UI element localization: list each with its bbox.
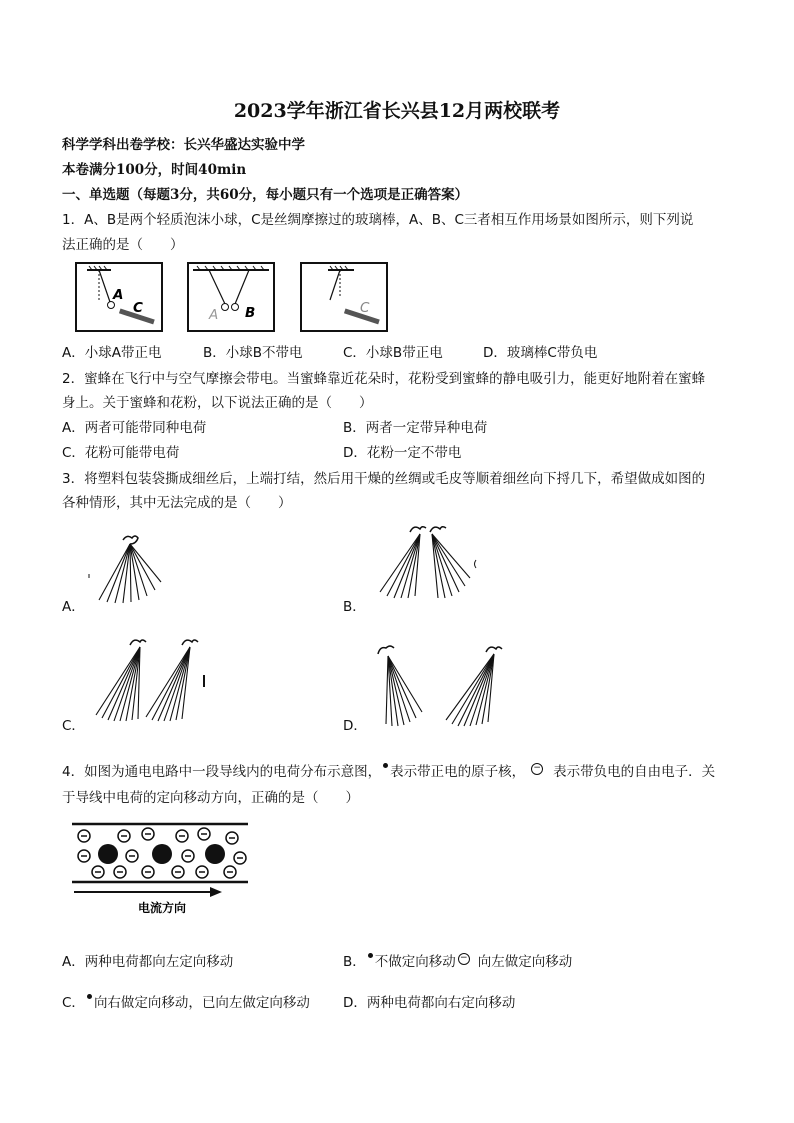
- q1-fig3-label-c: C: [360, 300, 370, 316]
- electron-icon: −: [458, 953, 470, 965]
- section-heading: 一、单选题（每题3分，共60分，每小题只有一个选项是正确答案）: [62, 187, 469, 203]
- q4-stem-line2: 于导线中电荷的定向移动方向，正确的是（ ）: [62, 790, 359, 806]
- q3-option-b[interactable]: B．: [343, 599, 366, 615]
- q4-option-c[interactable]: [62, 991, 310, 1011]
- q2-option-b[interactable]: B．两者一定带异种电荷: [343, 420, 488, 436]
- q1-figure-1: [75, 262, 163, 332]
- q1-option-d[interactable]: D．玻璃棒C带负电: [483, 345, 598, 361]
- page-title: 2023学年浙江省长兴县12月两校联考: [233, 100, 561, 122]
- q3-stem-line1: 3．将塑料包装袋撕成细丝后，上端打结，然后用干燥的丝绸或毛皮等顺着细丝向下捋几下，希望做成如图的: [62, 471, 706, 487]
- q4-stem-part3: 表示带负电的自由电子．关: [553, 764, 716, 780]
- q1-fig2-label-a: A: [209, 307, 219, 323]
- q3-option-a[interactable]: A．: [62, 599, 85, 615]
- score-line: 本卷满分100分，时间40min: [62, 162, 247, 178]
- q3-figure-b: [370, 520, 480, 600]
- q4-option-c-part1: 向右做定向移动，: [93, 995, 202, 1011]
- q4-option-b-part1: 不做定向移动: [374, 954, 456, 970]
- q1-figure-2: [187, 262, 275, 332]
- school-line: 科学学科出卷学校：长兴华盛达实验中学: [62, 137, 305, 153]
- q3-figure-a: [85, 530, 185, 605]
- q1-fig1-label-a: A: [113, 287, 124, 303]
- q3-figure-d: [372, 640, 512, 730]
- q4-option-b-part2: 向左做定向移动: [477, 954, 573, 970]
- q1-stem-line1: 1．A、B是两个轻质泡沫小球，C是丝绸摩擦过的玻璃棒，A、B、C三者相互作用场景如图所示，则下列说: [62, 212, 694, 228]
- q4-stem-part1: 4．如图为通电电路中一段导线内的电荷分布示意图，: [62, 764, 382, 780]
- nucleus-icon: [87, 994, 92, 999]
- nucleus-icon: [368, 953, 373, 958]
- q1-figure-3: [300, 262, 388, 332]
- electron-icon: −: [531, 763, 543, 775]
- current-direction-label: 电流方向: [138, 901, 187, 915]
- q4-option-a[interactable]: A．两种电荷都向左定向移动: [62, 954, 234, 970]
- q2-stem-line1: 2．蜜蜂在飞行中与空气摩擦会带电。当蜜蜂靠近花朵时，花粉受到蜜蜂的静电吸引力，能更好地附着在蜜蜂: [62, 371, 706, 387]
- q4-option-b-letter: B．: [343, 954, 366, 970]
- q4-option-c-part2: 已向左做定向移动: [201, 995, 310, 1011]
- q4-wire-figure: [70, 820, 250, 920]
- q4-option-d[interactable]: D．两种电荷都向右定向移动: [343, 995, 516, 1011]
- q1-option-b[interactable]: B．小球B不带电: [203, 345, 303, 361]
- q4-stem-part2: 表示带正电的原子核，: [390, 764, 526, 780]
- q4-option-c-letter: C．: [62, 995, 85, 1011]
- q2-stem-line2: 身上。关于蜜蜂和花粉，以下说法正确的是（ ）: [62, 395, 373, 411]
- q3-figure-c: [90, 635, 220, 725]
- q1-stem-line2: 法正确的是（ ）: [62, 237, 184, 253]
- q2-option-d[interactable]: D．花粉一定不带电: [343, 445, 462, 461]
- q3-option-c[interactable]: C．: [62, 718, 85, 734]
- q3-option-d[interactable]: D．: [343, 718, 367, 734]
- q3-stem-line2: 各种情形，其中无法完成的是（ ）: [62, 495, 292, 511]
- q2-option-a[interactable]: A．两者可能带同种电荷: [62, 420, 207, 436]
- q2-option-c[interactable]: C．花粉可能带电荷: [62, 445, 180, 461]
- q1-option-a[interactable]: A．小球A带正电: [62, 345, 162, 361]
- q4-stem-line1: [62, 760, 715, 780]
- q1-fig1-label-c: C: [133, 300, 143, 316]
- q4-option-b[interactable]: [343, 950, 572, 970]
- q1-option-c[interactable]: C．小球B带正电: [343, 345, 443, 361]
- nucleus-icon: [383, 763, 388, 768]
- q1-fig2-label-b: B: [245, 305, 256, 321]
